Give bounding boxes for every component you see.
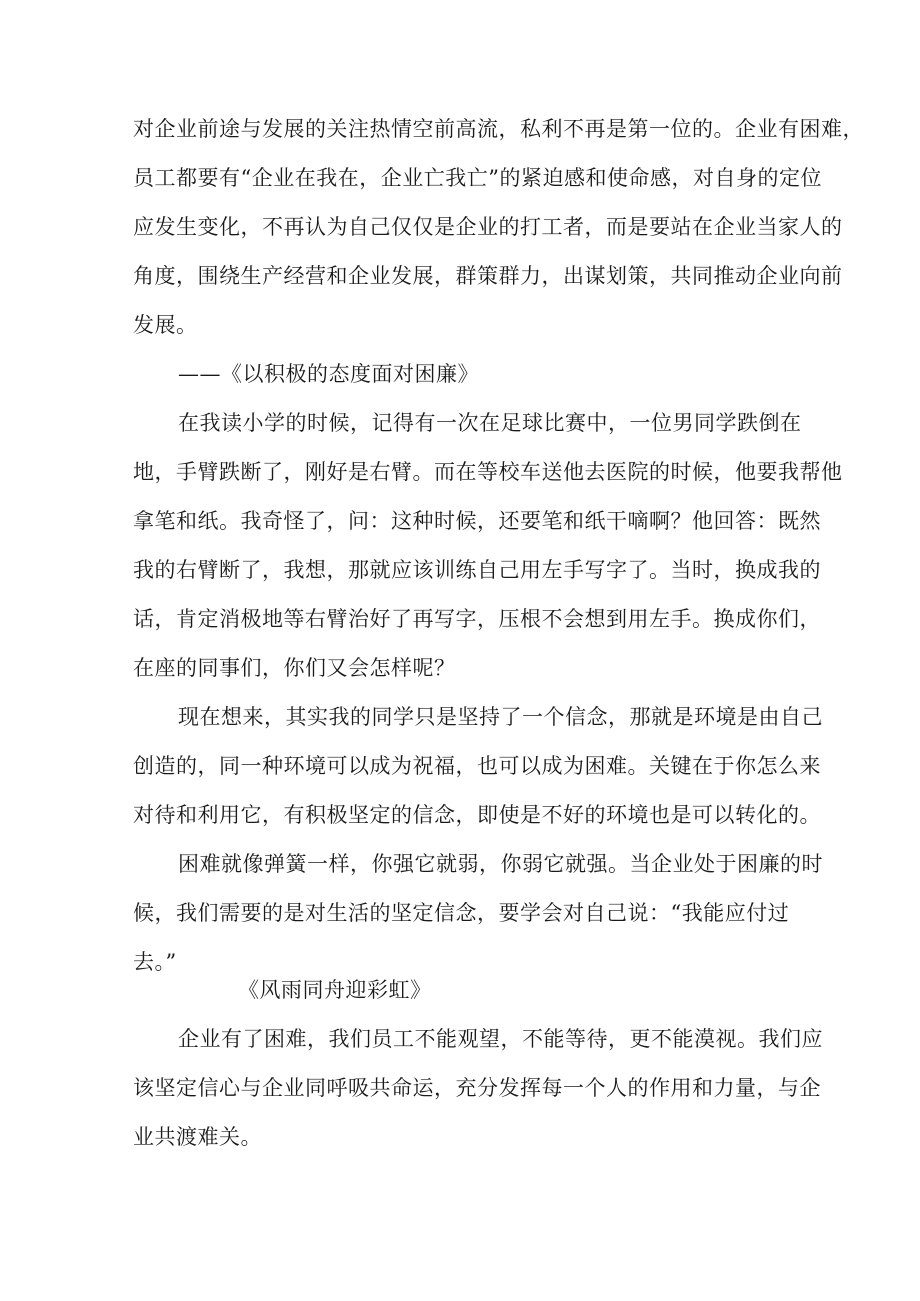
text-line: 候，我们需要的是对生活的坚定信念，要学会对自己说：“我能应付过 [133, 901, 790, 925]
text-line: 去。” [133, 950, 177, 974]
text-line: 发展。 [133, 313, 198, 337]
text-line: 对企业前途与发展的关注热情空前高流，私利不再是第一位的。企业有困难， [133, 117, 864, 141]
text-line: 创造的，同一种环境可以成为祝福，也可以成为困难。关键在于你怎么来 [133, 754, 821, 778]
section-heading: 《风雨同舟迎彩虹》 [238, 978, 432, 1002]
text-line: 角度，围绕生产经营和企业发展，群策群力，出谋划策，共同推动企业向前 [133, 264, 843, 288]
text-line: 对待和利用它，有积极坚定的信念，即使是不好的环境也是可以转化的。 [133, 803, 821, 827]
text-line: 在座的同事们，你们又会怎样呢？ [133, 656, 456, 680]
text-line: 企业有了困难，我们员工不能观望，不能等待，更不能漠视。我们应 [178, 1027, 823, 1051]
text-line: 现在想来，其实我的同学只是坚持了一个信念，那就是环境是由自己 [178, 705, 823, 729]
text-line: 地，手臂跌断了，刚好是右臂。而在等校车送他去医院的时候，他要我帮他 [133, 460, 843, 484]
text-line: 在我读小学的时候，记得有一次在足球比赛中，一位男同学跌倒在 [178, 411, 802, 435]
text-line: 员工都要有“企业在我在，企业亡我亡”的紧迫感和使命感，对自身的定位 [133, 166, 822, 190]
text-line: 我的右臂断了，我想，那就应该训练自己用左手写字了。当时，换成我的 [133, 558, 821, 582]
text-line: 困难就像弹簧一样，你强它就弱，你弱它就强。当企业处于困廉的时 [178, 852, 823, 876]
text-line: 业共渡难关。 [133, 1125, 262, 1149]
text-line: 应发生变化，不再认为自己仅仅是企业的打工者，而是要站在企业当家人的 [133, 215, 843, 239]
text-line: 话，肯定消极地等右臂治好了再写字，压根不会想到用左手。换成你们， [133, 607, 821, 631]
section-heading: ——《以积极的态度面对困廉》 [178, 362, 479, 386]
text-line: 该坚定信心与企业同呼吸共命运，充分发挥每一个人的作用和力量，与企 [133, 1076, 821, 1100]
text-line: 拿笔和纸。我奇怪了，问：这种时候，还要笔和纸干嘀啊？他回答：既然 [133, 509, 821, 533]
